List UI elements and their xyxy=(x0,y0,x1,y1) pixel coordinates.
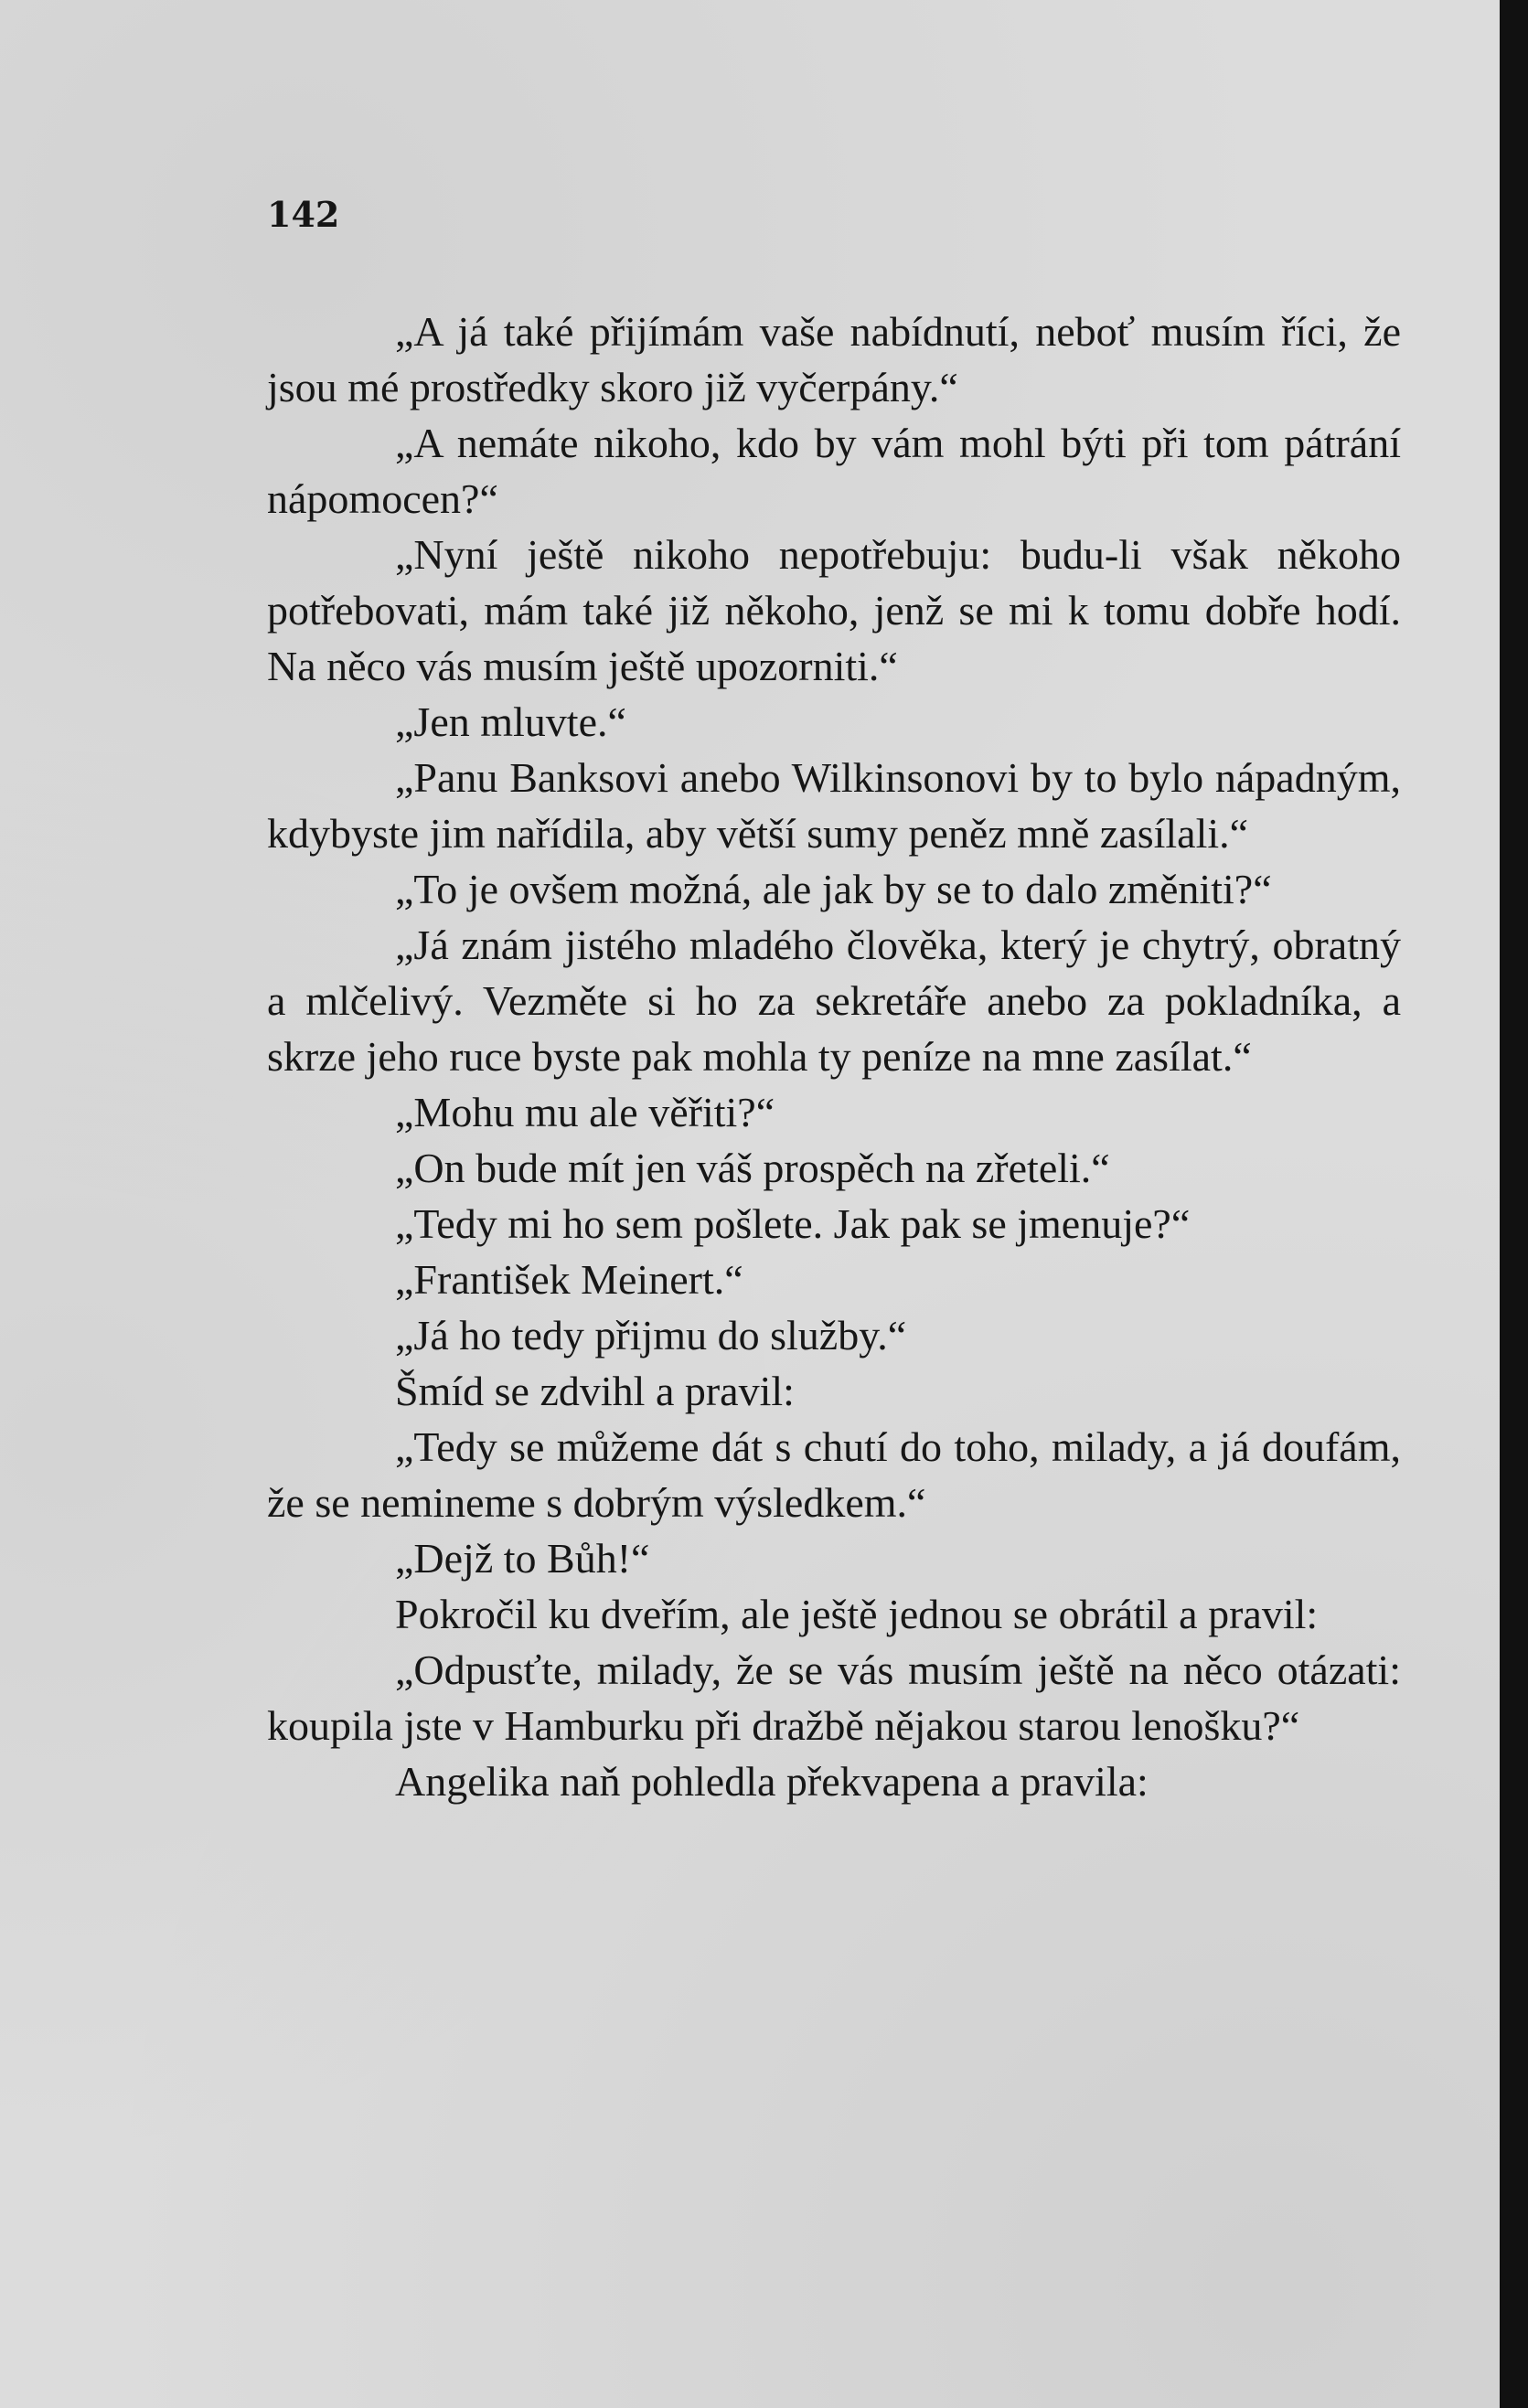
paragraph: „František Meinert.“ xyxy=(395,1256,743,1303)
paragraph: Pokročil ku dveřím, ale ještě jednou se obrátil a pravil: xyxy=(395,1591,1319,1637)
paragraph: „Já znám jistého mladého člověka, který je chytrý, obratný a mlčelivý. Vezměte si ho za sekretáře anebo za pokladníka, a skrze jeho ruce byste pak mohla ty peníze na mne zasílat.“ xyxy=(267,922,1401,1080)
paragraph: „On bude mít jen váš prospěch na zřeteli.“ xyxy=(395,1145,1110,1191)
paragraph: „To je ovšem možná, ale jak by se to dalo změniti?“ xyxy=(395,866,1272,912)
paragraph: „Tedy se můžeme dát s chutí do toho, milady, a já doufám, že se nemineme s dobrým výsledkem.“ xyxy=(267,1423,1401,1526)
page-edge-shadow xyxy=(1500,0,1528,2408)
paragraph: „Já ho tedy přijmu do služby.“ xyxy=(395,1312,907,1358)
paragraph: „Panu Banksovi anebo Wilkinsonovi by to bylo nápadným, kdybyste jim nařídila, aby větší sumy peněz mně zasílali.“ xyxy=(267,754,1401,857)
page-number: 142 xyxy=(267,194,340,235)
paragraph: „Jen mluvte.“ xyxy=(395,698,626,745)
paragraph: „Dejž to Bůh!“ xyxy=(395,1535,650,1582)
paragraph: „Tedy mi ho sem pošlete. Jak pak se jmenuje?“ xyxy=(395,1200,1191,1247)
paragraph: Angelika naň pohledla překvapena a pravila: xyxy=(395,1758,1149,1805)
paragraph: „A nemáte nikoho, kdo by vám mohl býti při tom pátrání nápomocen?“ xyxy=(267,420,1401,522)
body-text xyxy=(267,304,1401,1809)
paragraph: „A já také přijímám vaše nabídnutí, neboť musím říci, že jsou mé prostředky skoro již vyčerpány.“ xyxy=(267,308,1401,410)
paragraph: Šmíd se zdvihl a pravil: xyxy=(395,1368,795,1414)
paragraph: „Mohu mu ale věřiti?“ xyxy=(395,1089,775,1135)
paragraph: „Odpusťte, milady, že se vás musím ještě na něco otázati: koupila jste v Hamburku při dražbě nějakou starou lenošku?“ xyxy=(267,1646,1401,1749)
paragraph: „Nyní ještě nikoho nepotřebuju: budu-li však někoho potřebovati, mám také již někoho, jenž se mi k tomu dobře hodí. Na něco vás musím ještě upozorniti.“ xyxy=(267,531,1401,689)
